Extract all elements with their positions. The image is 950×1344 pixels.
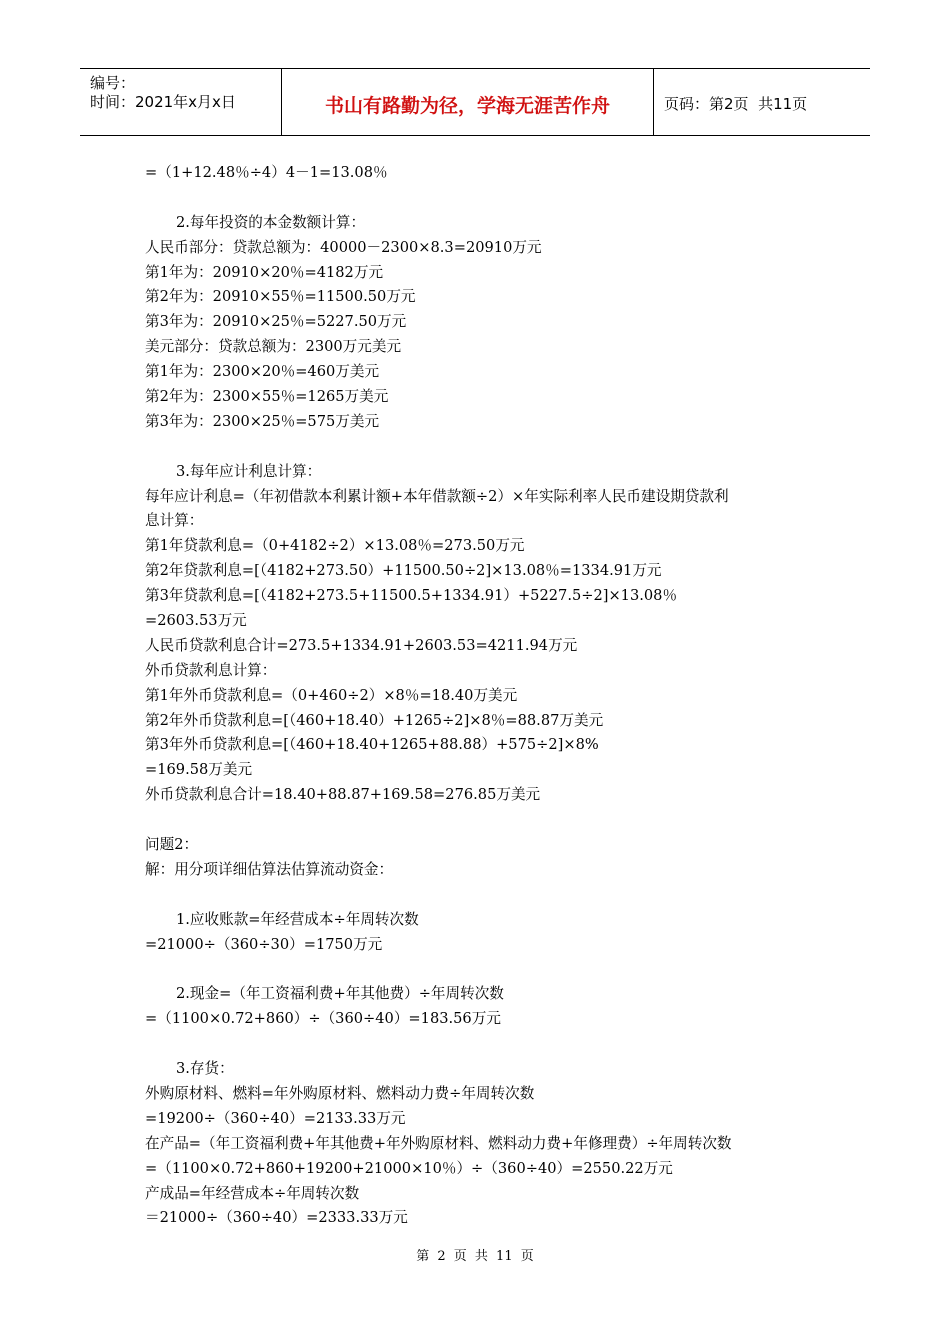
- text-line: 外购原材料、燃料=年外购原材料、燃料动力费÷年周转次数: [145, 1084, 535, 1102]
- text-line: 外币贷款利息计算：: [145, 661, 277, 679]
- header-middle-cell: [282, 69, 654, 135]
- text-line: 第2年贷款利息=[（4182+273.50）+11500.50÷2]×13.08％=1334.91万元: [145, 562, 662, 580]
- header-motto: 书山有路勤为径，学海无涯苦作舟: [324, 95, 610, 117]
- text-line: =21000÷（360÷30）=1750万元: [145, 935, 383, 953]
- text-line: 2.现金=（年工资福利费+年其他费）÷年周转次数: [176, 985, 504, 1003]
- text-line: 第2年外币贷款利息=[（460+18.40）+1265÷2]×8％=88.87万美元: [145, 711, 604, 729]
- text-line: 解：用分项详细估算法估算流动资金：: [145, 860, 394, 878]
- text-line: 第1年外币贷款利息=（0+460÷2）×8％=18.40万美元: [145, 686, 518, 704]
- header-page-info: 页码：第2页 共11页: [664, 95, 808, 113]
- blank-line: [145, 883, 825, 908]
- text-line: 第3年外币贷款利息=[（460+18.40+1265+88.88）+575÷2]×8%: [145, 736, 599, 754]
- page-header: [80, 68, 870, 136]
- text-line: 在产品=（年工资福利费+年其他费+年外购原材料、燃料动力费+年修理费）÷年周转次数: [145, 1134, 732, 1152]
- text-line: 第2年为：2300×55％=1265万美元: [145, 388, 389, 406]
- blank-line: [145, 808, 825, 833]
- text-line: 1.应收账款=年经营成本÷年周转次数: [176, 910, 419, 928]
- text-line: 每年应计利息=（年初借款本利累计额+本年借款额÷2）×年实际利率人民币建设期贷款利: [145, 487, 729, 505]
- text-line: =2603.53万元: [145, 612, 247, 630]
- text-line: 2.每年投资的本金数额计算：: [176, 213, 366, 231]
- blank-line: [145, 1032, 825, 1057]
- text-line: 问题2：: [145, 836, 199, 854]
- blank-line: [145, 186, 825, 211]
- text-line: 人民币部分：贷款总额为：40000－2300×8.3=20910万元: [145, 238, 542, 256]
- text-line: 美元部分：贷款总额为：2300万元美元: [145, 338, 402, 356]
- text-line: 第1年贷款利息=（0+4182÷2）×13.08％=273.50万元: [145, 537, 525, 555]
- text-line: 3.每年应计利息计算：: [176, 462, 322, 480]
- text-line: =（1+12.48％÷4）4－1=13.08％: [145, 164, 388, 181]
- document-code-label: 编号：: [90, 74, 136, 92]
- document-time-label: 时间：2021年x月x日: [90, 93, 236, 111]
- blank-line: [145, 435, 825, 460]
- text-line: 3.存货：: [176, 1060, 234, 1078]
- text-line: 第3年贷款利息=[（4182+273.5+11500.5+1334.91）+5227.5÷2]×13.08％: [145, 587, 678, 605]
- text-line: =19200÷（360÷40）=2133.33万元: [145, 1109, 406, 1127]
- text-line: 息计算：: [145, 512, 204, 530]
- text-line: 外币贷款利息合计=18.40+88.87+169.58=276.85万美元: [145, 786, 541, 804]
- text-line: 产成品=年经营成本÷年周转次数: [145, 1184, 360, 1202]
- text-line: 第1年为：20910×20％=4182万元: [145, 263, 384, 281]
- document-body: [145, 161, 825, 1231]
- header-right-cell: [654, 69, 870, 135]
- text-line: 第1年为：2300×20％=460万美元: [145, 363, 380, 381]
- text-line: 第3年为：2300×25％=575万美元: [145, 412, 380, 430]
- text-line: ＝21000÷（360÷40）=2333.33万元: [145, 1209, 408, 1227]
- text-line: =（1100×0.72+860+19200+21000×10％）÷（360÷40）=2550.22万元: [145, 1159, 673, 1177]
- blank-line: [145, 958, 825, 983]
- text-line: 人民币贷款利息合计=273.5+1334.91+2603.53=4211.94万元: [145, 636, 578, 654]
- text-line: 第2年为：20910×55％=11500.50万元: [145, 288, 416, 306]
- header-left-cell: [80, 69, 282, 135]
- text-line: =169.58万美元: [145, 761, 253, 779]
- text-line: =（1100×0.72+860）÷（360÷40）=183.56万元: [145, 1010, 501, 1028]
- page-footer: 第 2 页 共 11 页: [416, 1249, 534, 1264]
- text-line: 第3年为：20910×25％=5227.50万元: [145, 313, 407, 331]
